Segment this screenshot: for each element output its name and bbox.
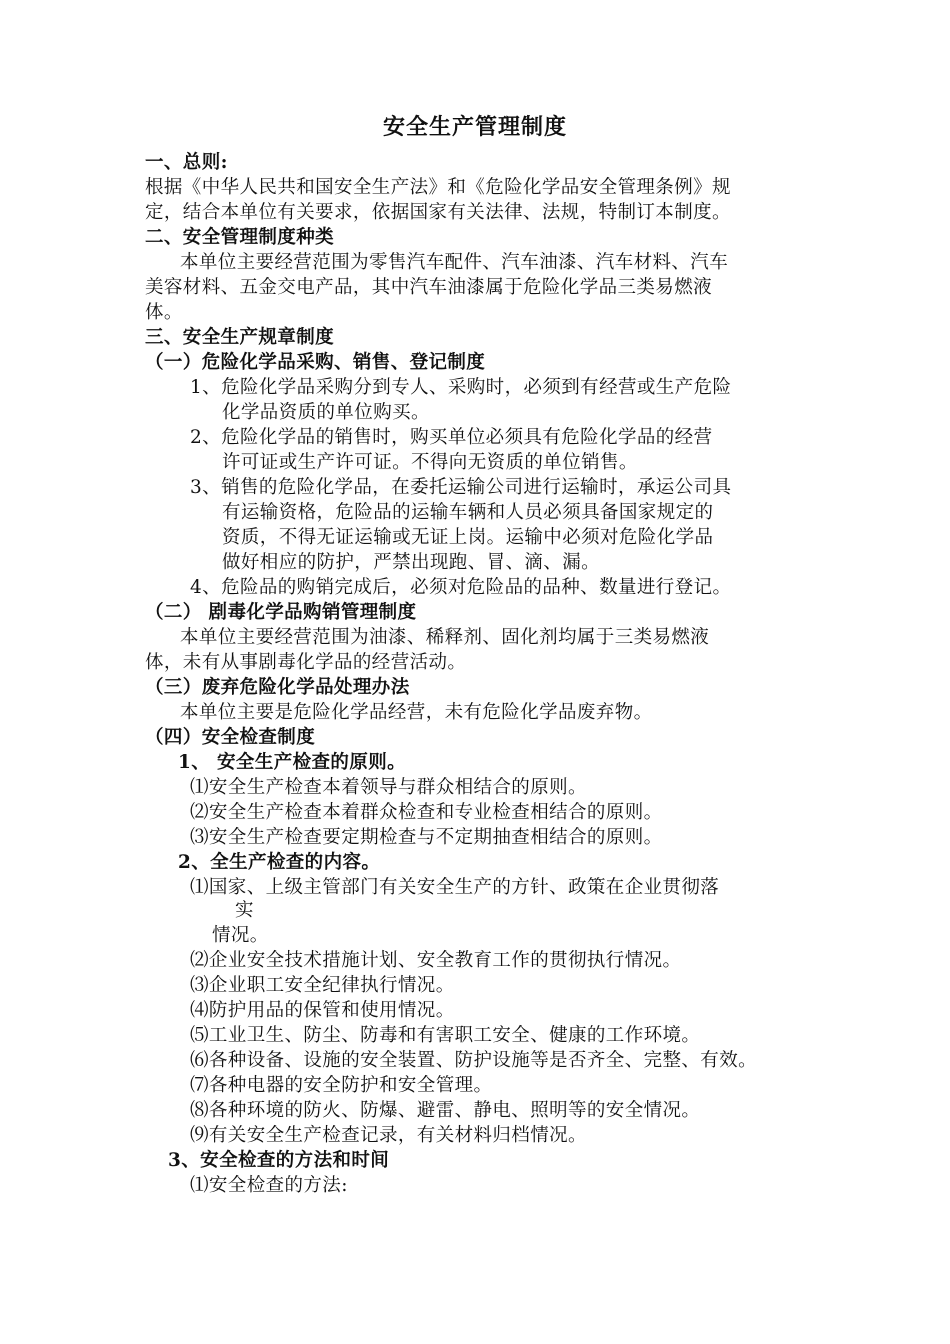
list-item: ⑺各种电器的安全防护和安全管理。: [190, 1075, 493, 1096]
section-general: 一、总则:: [145, 152, 228, 173]
item-heading: 3、安全检查的方法和时间: [168, 1150, 390, 1171]
list-item: 4、危险品的购销完成后，必须对危险品的品种、数量进行登记。: [190, 577, 732, 598]
list-item: ⑵安全生产检查本着群众检查和专业检查相结合的原则。: [190, 802, 663, 823]
paragraph-line: 本单位主要经营范围为油漆、稀释剂、固化剂均属于三类易燃液: [180, 627, 710, 648]
list-item: ⑴国家、上级主管部门有关安全生产的方针、政策在企业贯彻落: [190, 877, 720, 898]
paragraph-line: 体，未有从事剧毒化学品的经营活动。: [145, 652, 467, 673]
list-item: ⑶安全生产检查要定期检查与不定期抽查相结合的原则。: [190, 827, 663, 848]
list-item-continuation: 化学品资质的单位购买。: [222, 402, 430, 423]
list-item: ⑻各种环境的防火、防爆、避雷、静电、照明等的安全情况。: [190, 1100, 701, 1121]
subsection-heading: （四）安全检查制度: [145, 727, 316, 748]
list-item-continuation: 情况。: [212, 925, 269, 946]
document-title: 安全生产管理制度: [382, 114, 567, 140]
list-item: ⑸工业卫生、防尘、防毒和有害职工安全、健康的工作环境。: [190, 1025, 701, 1046]
list-item: ⑵企业安全技术措施计划、安全教育工作的贯彻执行情况。: [190, 950, 682, 971]
subsection-heading: （一）危险化学品采购、销售、登记制度: [145, 352, 486, 373]
paragraph-line: 根据《中华人民共和国安全生产法》和《危险化学品安全管理条例》规: [145, 177, 731, 198]
paragraph-line: 体。: [145, 302, 183, 323]
paragraph-line: 本单位主要经营范围为零售汽车配件、汽车油漆、汽车材料、汽车: [180, 252, 729, 273]
list-item: 2、危险化学品的销售时，购买单位必须具有危险化学品的经营: [190, 427, 713, 448]
list-item: ⑼有关安全生产检查记录，有关材料归档情况。: [190, 1125, 587, 1146]
list-item-continuation: 有运输资格，危险品的运输车辆和人员必须具备国家规定的: [222, 502, 714, 523]
paragraph-line: 定，结合本单位有关要求，依据国家有关法律、法规，特制订本制度。: [145, 202, 731, 223]
section-heading: 三、安全生产规章制度: [145, 327, 335, 348]
list-item: ⑷防护用品的保管和使用情况。: [190, 1000, 455, 1021]
subsection-heading: （二） 剧毒化学品购销管理制度: [145, 602, 417, 623]
list-item: 1、危险化学品采购分到专人、采购时，必须到有经营或生产危险: [190, 377, 732, 398]
list-item: ⑶企业职工安全纪律执行情况。: [190, 975, 455, 996]
list-item-continuation: 许可证或生产许可证。不得向无资质的单位销售。: [222, 452, 638, 473]
list-item: ⑹各种设备、设施的安全装置、防护设施等是否齐全、完整、有效。: [190, 1050, 758, 1071]
paragraph-line: 本单位主要是危险化学品经营，未有危险化学品废弃物。: [180, 702, 653, 723]
item-heading: 2、全生产检查的内容。: [178, 852, 381, 873]
list-item: 3、销售的危险化学品，在委托运输公司进行运输时，承运公司具: [190, 477, 732, 498]
list-item: ⑴安全检查的方法:: [190, 1175, 348, 1196]
list-item-continuation: 资质，不得无证运输或无证上岗。运输中必须对危险化学品: [222, 527, 714, 548]
subsection-heading: （三）废弃危险化学品处理办法: [145, 677, 410, 698]
section-heading: 二、安全管理制度种类: [145, 227, 335, 248]
list-item-continuation: 做好相应的防护，严禁出现跑、冒、滴、漏。: [222, 552, 601, 573]
paragraph-line: 美容材料、五金交电产品，其中汽车油漆属于危险化学品三类易燃液: [145, 277, 713, 298]
list-item: ⑴安全生产检查本着领导与群众相结合的原则。: [190, 777, 587, 798]
list-item-continuation: 实: [235, 900, 254, 921]
item-heading: 1、 安全生产检查的原则。: [178, 752, 407, 773]
